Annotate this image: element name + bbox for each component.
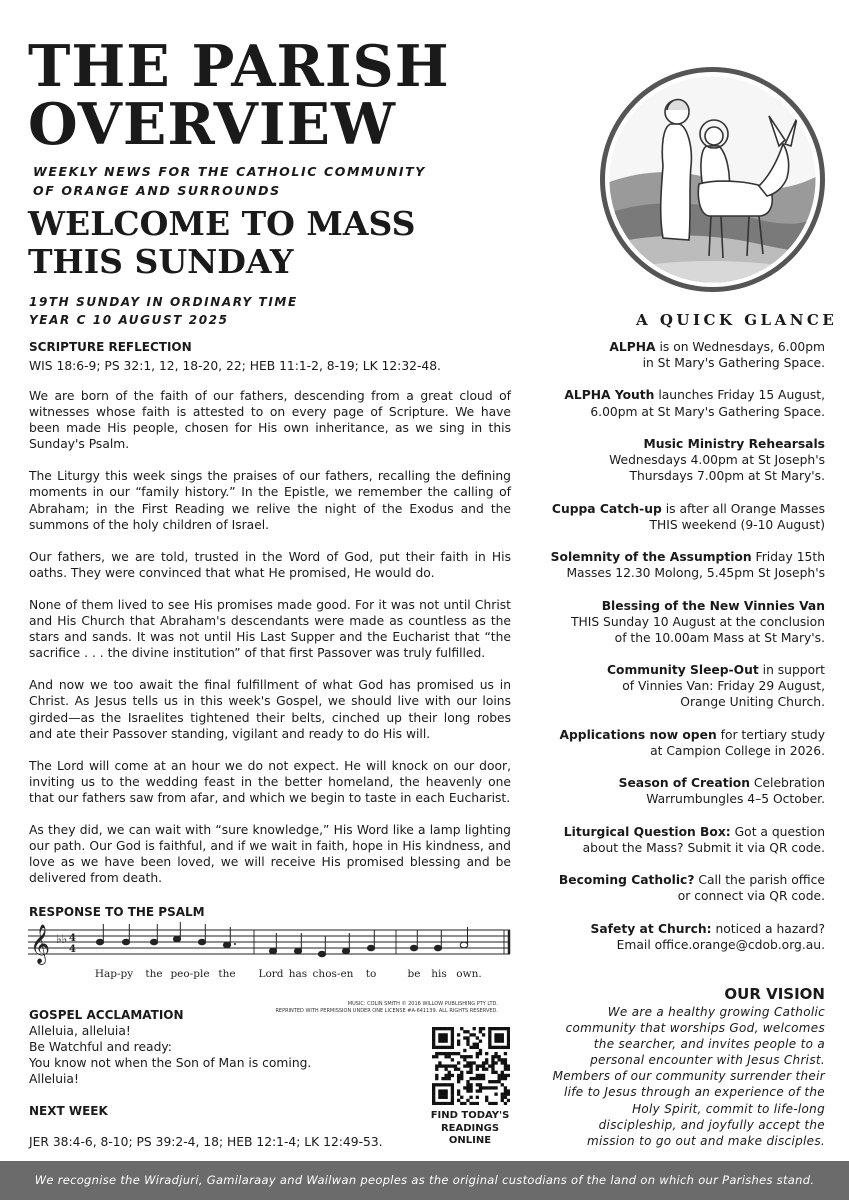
holy-family-donkey-icon [599, 66, 826, 293]
land-acknowledgement: We recognise the Wiradjuri, Gamilaraay and Wailwan peoples as the original custodians of the land on which our Parishes stand. [0, 1161, 849, 1200]
quick-glance-heading: A QUICK GLANCE [636, 311, 838, 329]
svg-text:𝄞: 𝄞 [30, 924, 51, 964]
glance-item [540, 775, 825, 807]
vision-statement: We are a healthy growing Catholic community that worships God, welcomes the searcher, and invites people to a personal encounter with Jesus Christ. Members of our community surrender their life to Jesus through an experience of the Holy Spirit, commit to life-long discipleship, and joyfully accept the mission to go out and make disciples. [552, 1005, 825, 1148]
psalm-lyric: has [288, 968, 308, 980]
psalm-lyric: own. [456, 968, 482, 980]
psalm-lyric: to [365, 968, 377, 980]
psalm-lyric: his [431, 968, 447, 980]
reflection-paragraph: We are born of the faith of our fathers, descending from a great cloud of witnesses whose faith is attested to on every page of Scripture. We have been made His people, chosen for His own inheritance, as we sing in this Sunday's Psalm. [29, 389, 511, 452]
glance-item-text: at Campion College in 2026. [650, 743, 825, 758]
glance-item-text: Call the parish office [694, 873, 825, 888]
qr-caption-line3: ONLINE [448, 1135, 492, 1146]
glance-item-title: Cuppa Catch-up [551, 501, 662, 516]
glance-item-text: 6.00pm at St Mary's Gathering Space. [590, 404, 825, 419]
psalm-heading: RESPONSE TO THE PSALM [29, 905, 205, 919]
glance-item-text: of Vinnies Van: Friday 29 August, [622, 679, 825, 694]
glance-item-text: THIS Sunday 10 August at the conclusion [570, 614, 825, 629]
next-week-heading: NEXT WEEK [29, 1104, 108, 1118]
glance-item [540, 824, 825, 856]
next-week-readings: JER 38:4-6, 8-10; PS 39:2-4, 18; HEB 12:1-4; LK 12:49-53. [29, 1135, 383, 1149]
reflection-paragraph: As they did, we can wait with “sure knowledge,” His Word like a lamp lighting our path. Our God is faithful, and if we wait in faith, hope in His kindness, and love as we have been loved, we will receive His promised blessing and be delivered from death. [29, 822, 511, 886]
qr-code-icon [432, 1027, 510, 1105]
glance-item-text: for tertiary study [716, 727, 825, 742]
glance-item-text: Email office.orange@cdob.org.au. [616, 937, 825, 952]
credit-line1: MUSIC: COLIN SMITH © 2016 WILLOW PUBLISHING PTY LTD. [347, 1001, 498, 1007]
reflection-paragraph: None of them lived to see His promises made good. For it was not until Christ and His Church that Abraham's descendants were made as countless as the stars and sands. It was not until His Last Supper and the Eucharist that “the sacrifice . . . the divine institution” of that first Passover was truly fulfilled. [29, 597, 511, 661]
glance-item-title: Community Sleep-Out [607, 663, 759, 678]
glance-item [540, 549, 825, 581]
glance-item-text: about the Mass? Submit it via QR code. [582, 840, 825, 855]
glance-item-text: Warrumbungles 4–5 October. [646, 792, 825, 807]
glance-item [540, 387, 825, 419]
glance-item-title: Season of Creation [618, 776, 750, 791]
glance-item-title: Music Ministry Rehearsals [643, 436, 825, 451]
gospel-acclamation [29, 1023, 311, 1087]
reflection-paragraph: The Liturgy this week sings the praises of our fathers, recalling the defining moments in our “family history.” In the Epistle, we remember the calling of Abraham; in the First Reading we relive the night of the Exodus and the summons of the holy children of Israel. [29, 469, 511, 532]
glance-item-text: in support [758, 663, 825, 678]
qr-caption-line1: FIND TODAY'S [430, 1110, 510, 1121]
liturgical-occasion [29, 293, 298, 329]
masthead-title-line1: THE PARISH [28, 33, 450, 100]
glance-item-title: Liturgical Question Box: [563, 824, 731, 839]
psalm-lyric: Hap-py [94, 968, 134, 980]
psalm-lyric: chos-en [312, 968, 354, 980]
tagline-line1: WEEKLY NEWS FOR THE CATHOLIC COMMUNITY [33, 164, 426, 179]
gospel-line: Alleluia! [29, 1072, 79, 1086]
glance-item-title: Becoming Catholic? [558, 873, 695, 888]
glance-item-title: Safety at Church: [590, 921, 712, 936]
music-staff-icon [28, 922, 514, 984]
glance-item [540, 727, 825, 759]
svg-text:♭♭: ♭♭ [56, 932, 68, 946]
glance-item [540, 436, 825, 484]
glance-item-text: THIS weekend (9-10 August) [649, 517, 825, 532]
glance-item-text: of the 10.00am Mass at St Mary's. [614, 630, 825, 645]
glance-item-title: Applications now open [559, 727, 717, 742]
psalm-music-staff [28, 922, 514, 984]
scripture-reflection [29, 388, 511, 902]
readings-qr-code[interactable] [432, 1027, 510, 1105]
credit-line2: REPRINTED WITH PERMISSION UNDER ONE LICENSE #A-641139. ALL RIGHTS RESERVED. [275, 1007, 498, 1014]
welcome-line2: THIS SUNDAY [28, 242, 294, 281]
svg-text:4: 4 [69, 944, 76, 955]
psalm-lyric: the [218, 968, 236, 980]
glance-item [540, 339, 825, 371]
psalm-lyric: the [145, 968, 163, 980]
welcome-heading [28, 205, 415, 281]
glance-item-title: ALPHA Youth [564, 388, 655, 403]
gospel-line: You know not when the Son of Man is coming. [29, 1056, 312, 1070]
gospel-heading: GOSPEL ACCLAMATION [29, 1008, 184, 1022]
music-credit [248, 1001, 498, 1014]
psalm-lyric: be [407, 968, 421, 980]
masthead-tagline [33, 162, 426, 200]
gospel-line: Be Watchful and ready: [29, 1040, 172, 1054]
glance-item [540, 872, 825, 904]
psalm-lyric: peo-ple [170, 968, 210, 980]
occasion-line2: YEAR C 10 AUGUST 2025 [29, 313, 229, 327]
gospel-line: Alleluia, alleluia! [29, 1024, 131, 1038]
svg-text:4: 4 [69, 933, 76, 944]
reflection-paragraph: And now we too await the final fulfillment of what God has promised us in Christ. As Jesus tells us in this week's Gospel, we should live with our loins girded—as the Israelites tightened their belts, cinched up their long robes and ate their Passover standing, vigilant and ready to do His will. [29, 678, 511, 741]
glance-item-text: Masses 12.30 Molong, 5.45pm St Joseph's [566, 566, 825, 581]
tagline-line2: OF ORANGE AND SURROUNDS [33, 183, 281, 198]
glance-item-text: Wednesdays 4.00pm at St Joseph's [609, 453, 825, 468]
glance-item-title: Solemnity of the Assumption [550, 550, 752, 565]
welcome-line1: WELCOME TO MASS [28, 204, 416, 243]
glance-item-text: is after all Orange Masses [661, 501, 825, 516]
glance-item-text: Orange Uniting Church. [680, 695, 825, 710]
qr-caption [420, 1110, 520, 1148]
vision-heading: OUR VISION [724, 985, 825, 1003]
glance-item-text: Friday 15th [751, 550, 825, 565]
glance-item-text: Got a question [730, 824, 825, 839]
glance-item-text: launches Friday 15 August, [654, 388, 825, 403]
glance-item [540, 598, 825, 646]
glance-item [540, 921, 825, 953]
scripture-readings: WIS 18:6-9; PS 32:1, 12, 18-20, 22; HEB 11:1-2, 8-19; LK 12:32-48. [29, 359, 441, 373]
glance-item-title: Blessing of the New Vinnies Van [601, 598, 825, 613]
reflection-paragraph: The Lord will come at an hour we do not expect. He will knock on our door, inviting us to the wedding feast in the better homeland, the heavenly one that our fathers saw from afar, and which we begin to taste in each Eucharist. [29, 758, 511, 805]
glance-item [540, 662, 825, 710]
occasion-line1: 19TH SUNDAY IN ORDINARY TIME [29, 295, 298, 309]
psalm-lyric: Lord [258, 968, 284, 980]
masthead-title-line2: OVERVIEW [28, 91, 397, 158]
quick-glance-list [540, 339, 825, 969]
glance-item-text: or connect via QR code. [677, 889, 825, 904]
holy-family-logo [599, 66, 826, 293]
glance-item-text: is on Wednesdays, 6.00pm [655, 340, 825, 354]
glance-item-text: Thursdays 7.00pm at St Mary's. [629, 469, 825, 484]
glance-item-title: ALPHA [609, 340, 656, 354]
glance-item-text: noticed a hazard? [711, 921, 825, 936]
qr-caption-line2: READINGS [440, 1122, 500, 1134]
glance-item-text: in St Mary's Gathering Space. [642, 356, 825, 371]
glance-item [540, 501, 825, 533]
masthead-title [28, 33, 450, 158]
scripture-heading: SCRIPTURE REFLECTION [29, 340, 192, 354]
reflection-paragraph: Our fathers, we are told, trusted in the Word of God, put their faith in His oaths. They were convinced that what He promised, He would do. [29, 549, 511, 580]
glance-item-text: Celebration [750, 776, 825, 791]
